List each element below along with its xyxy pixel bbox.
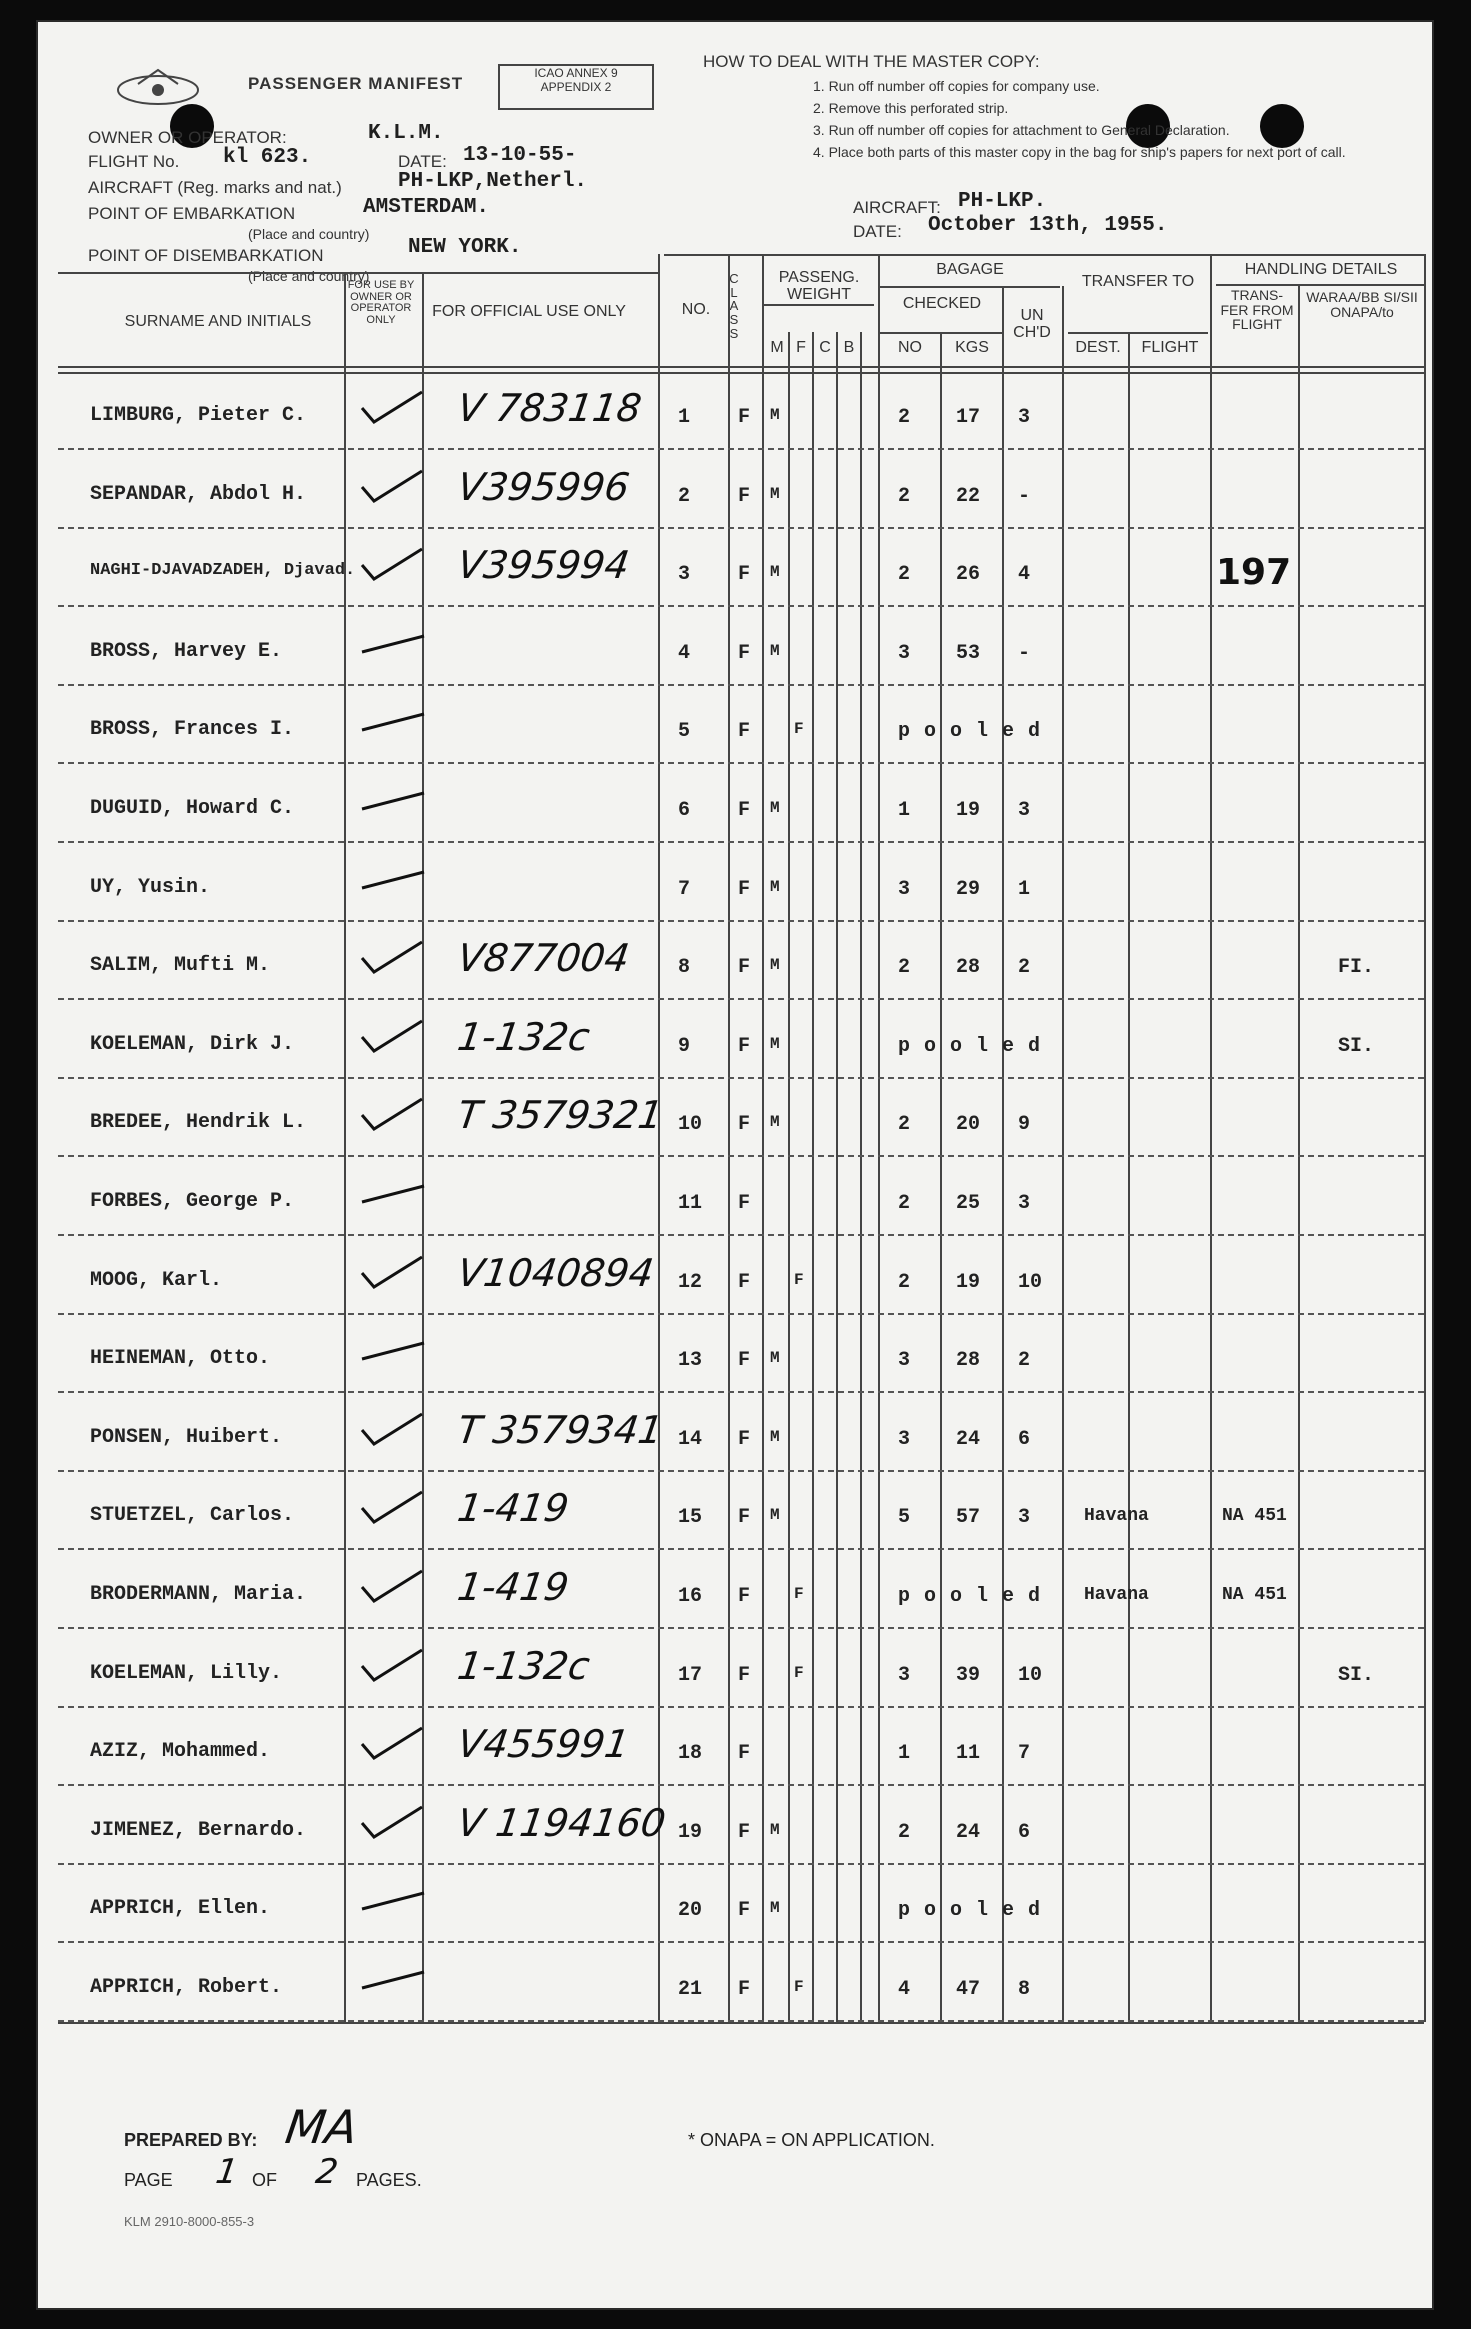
weight-mark: M: [770, 563, 780, 582]
bag-kgs: 28: [956, 956, 981, 980]
bag-count: 1: [898, 1742, 911, 1766]
col-official: FOR OFFICIAL USE ONLY: [432, 303, 626, 320]
row-divider: [58, 1077, 1424, 1079]
instruction-2: 2. Remove this perforated strip.: [813, 100, 1009, 116]
icao-line-1: ICAO ANNEX 9: [534, 66, 618, 80]
row-divider: [58, 1391, 1424, 1393]
class-value: F: [738, 484, 751, 508]
check-mark-icon: [358, 938, 428, 978]
official-use-note: V 783118: [454, 386, 645, 430]
row-divider: [58, 605, 1424, 607]
weight-mark: M: [770, 1427, 780, 1446]
passenger-name: HEINEMAN, Otto.: [90, 1347, 271, 1371]
table-row: [38, 1239, 1434, 1319]
passenger-number: 3: [678, 563, 691, 587]
bag-count: 2: [898, 1820, 911, 1844]
manifest-sheet: [36, 20, 1434, 2310]
bag-kgs: 39: [956, 1663, 981, 1687]
instruction-1: 1. Run off number off copies for company use.: [813, 78, 1100, 94]
row-divider: [58, 1941, 1424, 1943]
official-use-note: V395996: [454, 464, 633, 509]
bag-pooled: pooled: [898, 720, 1055, 744]
instruction-3: 3. Run off number off copies for attachment to General Declaration.: [813, 122, 1230, 138]
weight-mark: M: [770, 1820, 780, 1839]
table-row: [38, 1081, 1434, 1161]
col-f: F: [796, 339, 806, 356]
weight-mark: M: [770, 1899, 780, 1918]
bag-unchecked: 3: [1018, 799, 1031, 822]
table-row: [38, 924, 1434, 1004]
class-value: F: [738, 956, 751, 980]
table-row: [38, 1632, 1434, 1712]
page-number: 1: [213, 2152, 241, 2192]
bag-unchecked: 9: [1018, 1113, 1031, 1137]
row-divider: [58, 1155, 1424, 1157]
instructions-title: HOW TO DEAL WITH THE MASTER COPY:: [703, 52, 1040, 71]
disembark-label: POINT OF DISEMBARKATION: [88, 246, 324, 265]
onapa-note: * ONAPA = ON APPLICATION.: [688, 2130, 935, 2150]
check-mark-icon: [358, 1253, 428, 1293]
class-value: F: [738, 1113, 751, 1137]
aircraft-value: PH-LKP,Netherl.: [398, 170, 588, 193]
check-mark-icon: [358, 1567, 428, 1607]
class-value: F: [738, 1978, 751, 2001]
weight-mark: M: [770, 406, 780, 424]
class-value: F: [738, 1349, 751, 1373]
passenger-name: FORBES, George P.: [90, 1190, 295, 1213]
col-c: C: [819, 339, 831, 356]
col-m: M: [770, 339, 784, 356]
bag-kgs: 29: [956, 877, 981, 901]
passenger-number: 8: [678, 956, 691, 980]
class-value: F: [738, 406, 751, 429]
check-mark-icon: [358, 1881, 428, 1921]
passenger-number: 14: [678, 1427, 703, 1451]
table-row: [38, 1553, 1434, 1633]
check-mark-icon: [358, 467, 428, 507]
table-row: [38, 1317, 1434, 1397]
bag-unchecked: 2: [1018, 1349, 1031, 1373]
official-use-note: T 3579321: [454, 1093, 666, 1138]
official-use-note: V455991: [454, 1722, 633, 1767]
row-divider: [58, 1863, 1424, 1865]
col-unchd: UN CH'D: [1013, 307, 1051, 341]
row-divider: [58, 684, 1424, 686]
passenger-number: 11: [678, 1192, 703, 1215]
class-value: F: [738, 641, 751, 665]
passenger-name: DUGUID, Howard C.: [90, 797, 295, 820]
official-use-note: 1-419: [454, 1486, 572, 1531]
transfer-dest: Havana: [1084, 1506, 1149, 1527]
passenger-number: 17: [678, 1663, 703, 1687]
row-divider: [58, 841, 1424, 843]
class-value: F: [738, 1270, 751, 1294]
check-mark-icon: [358, 545, 428, 585]
flight-value: kl 623.: [223, 146, 312, 169]
col-no: NO.: [681, 301, 711, 318]
weight-mark: F: [794, 1270, 804, 1289]
passenger-name: BRODERMANN, Maria.: [90, 1583, 307, 1606]
weight-mark: M: [770, 956, 780, 975]
passenger-number: 21: [678, 1978, 703, 2001]
passenger-name: SEPANDAR, Abdol H.: [90, 482, 307, 506]
passenger-number: 2: [678, 484, 691, 508]
weight-mark: F: [794, 1978, 804, 1996]
passenger-number: 18: [678, 1742, 703, 1766]
col-owner-use: FOR USE BY OWNER OR OPERATOR ONLY: [347, 279, 415, 326]
table-row: [38, 1160, 1434, 1240]
class-value: F: [738, 1820, 751, 1844]
table-row: [38, 688, 1434, 768]
row-divider: [58, 2020, 1424, 2022]
check-mark-icon: [358, 624, 428, 664]
table-row: [38, 374, 1434, 454]
table-row: [38, 453, 1434, 533]
bag-count: 2: [898, 1192, 911, 1215]
passenger-name: MOOG, Karl.: [90, 1268, 223, 1292]
passenger-name: LIMBURG, Pieter C.: [90, 404, 307, 427]
check-mark-icon: [358, 1488, 428, 1528]
weight-mark: M: [770, 1113, 780, 1132]
bag-count: 3: [898, 641, 911, 665]
weight-mark: M: [770, 1506, 780, 1525]
handling-note: 197: [1216, 552, 1292, 593]
check-mark-icon: [358, 781, 428, 821]
weight-mark: F: [794, 1585, 804, 1603]
passenger-name: BROSS, Harvey E.: [90, 639, 283, 663]
official-use-note: V395994: [454, 543, 633, 588]
col-handling: HANDLING DETAILS: [1244, 261, 1398, 278]
class-value: F: [738, 1506, 751, 1530]
passenger-number: 7: [678, 877, 691, 901]
bag-kgs: 20: [956, 1113, 981, 1137]
bag-kgs: 57: [956, 1506, 981, 1530]
bag-kgs: 19: [956, 799, 981, 822]
check-mark-icon: [358, 1646, 428, 1686]
passenger-number: 9: [678, 1034, 691, 1058]
bag-kgs: 53: [956, 641, 981, 665]
table-row: [38, 1474, 1434, 1554]
check-mark-icon: [358, 388, 428, 428]
official-use-note: 1-132c: [454, 1014, 593, 1059]
col-surname: SURNAME AND INITIALS: [124, 313, 312, 330]
check-mark-icon: [358, 1174, 428, 1214]
passenger-name: APPRICH, Ellen.: [90, 1897, 271, 1921]
bag-count: 2: [898, 1113, 911, 1137]
table-row: [38, 1789, 1434, 1869]
class-value: F: [738, 1899, 751, 1923]
official-use-note: 1-132c: [454, 1643, 593, 1688]
class-value: F: [738, 1427, 751, 1451]
handling-detail: SI.: [1338, 1663, 1375, 1687]
date-label: DATE:: [398, 152, 447, 171]
prepared-by-label: PREPARED BY:: [124, 2130, 258, 2150]
passenger-name: NAGHI-DJAVADZADEH, Djavad.: [90, 561, 356, 581]
bag-pooled: pooled: [898, 1585, 1055, 1608]
weight-mark: M: [770, 641, 780, 660]
class-value: F: [738, 877, 751, 901]
icao-box: [498, 64, 654, 110]
check-mark-icon: [358, 1410, 428, 1450]
bag-count: 2: [898, 406, 911, 429]
check-mark-icon: [358, 1017, 428, 1057]
passenger-name: SALIM, Mufti M.: [90, 954, 271, 978]
icao-line-2: APPENDIX 2: [540, 80, 612, 94]
bag-kgs: 26: [956, 563, 981, 587]
passenger-name: KOELEMAN, Dirk J.: [90, 1032, 295, 1056]
class-value: F: [738, 563, 751, 587]
form-title: PASSENGER MANIFEST: [248, 74, 464, 93]
passenger-name: UY, Yusin.: [90, 875, 211, 899]
bag-count: 4: [898, 1978, 911, 2001]
row-divider: [58, 998, 1424, 1000]
passenger-name: BROSS, Frances I.: [90, 718, 295, 742]
aircraft-right-value: PH-LKP.: [958, 190, 1047, 213]
bag-count: 1: [898, 799, 911, 822]
passenger-name: KOELEMAN, Lilly.: [90, 1661, 283, 1685]
punch-hole: [1260, 104, 1304, 148]
bag-count: 5: [898, 1506, 911, 1530]
bag-kgs: 25: [956, 1192, 981, 1215]
prepared-by-initials: MA: [282, 2100, 361, 2154]
class-value: F: [738, 799, 751, 822]
transfer-from-flight: NA 451: [1222, 1585, 1287, 1605]
table-row: [38, 1396, 1434, 1476]
official-use-note: V877004: [454, 936, 633, 981]
class-value: F: [738, 1663, 751, 1687]
bag-kgs: 17: [956, 406, 981, 429]
bag-unchecked: 3: [1018, 1506, 1031, 1530]
place-note-1: (Place and country): [248, 226, 370, 242]
page-total: 2: [313, 2152, 341, 2192]
disembark-value: NEW YORK.: [408, 236, 522, 259]
row-divider: [58, 1627, 1424, 1629]
table-row: [38, 846, 1434, 926]
bag-kgs: 24: [956, 1820, 981, 1844]
table-row: [38, 1003, 1434, 1083]
col-trans-from: TRANS- FER FROM FLIGHT: [1220, 287, 1294, 333]
bag-kgs: 24: [956, 1427, 981, 1451]
weight-mark: M: [770, 1349, 780, 1368]
weight-mark: M: [770, 877, 780, 896]
owner-label: OWNER OR OPERATOR:: [88, 128, 287, 147]
bag-count: 3: [898, 877, 911, 901]
bag-kgs: 19: [956, 1270, 981, 1294]
table-row: [38, 1710, 1434, 1790]
bag-pooled: pooled: [898, 1034, 1055, 1058]
bag-kgs: 28: [956, 1349, 981, 1373]
row-divider: [58, 1706, 1424, 1708]
official-use-note: V1040894: [454, 1250, 657, 1295]
handling-detail: FI.: [1338, 956, 1375, 980]
check-mark-icon: [358, 1331, 428, 1371]
flight-label: FLIGHT No.: [88, 152, 180, 171]
passenger-number: 12: [678, 1270, 703, 1294]
col-class: CLASS: [729, 271, 739, 341]
passenger-name: JIMENEZ, Bernardo.: [90, 1818, 307, 1842]
bag-unchecked: 3: [1018, 406, 1031, 429]
col-bag-no: NO: [898, 339, 922, 356]
passenger-number: 15: [678, 1506, 703, 1530]
passenger-name: APPRICH, Robert.: [90, 1976, 283, 1999]
passenger-number: 5: [678, 720, 691, 744]
klm-logo-icon: [108, 62, 208, 112]
check-mark-icon: [358, 1724, 428, 1764]
date-value: 13-10-55-: [463, 144, 577, 167]
passenger-number: 20: [678, 1899, 703, 1923]
row-divider: [58, 1470, 1424, 1472]
bag-pooled: pooled: [898, 1899, 1055, 1923]
table-row: [38, 1867, 1434, 1947]
check-mark-icon: [358, 1803, 428, 1843]
bag-count: 2: [898, 484, 911, 508]
col-dest: DEST.: [1075, 339, 1121, 356]
bag-unchecked: 2: [1018, 956, 1031, 980]
col-flight: FLIGHT: [1141, 339, 1199, 356]
pages-label: PAGES.: [356, 2170, 422, 2190]
aircraft-right-label: AIRCRAFT:: [853, 198, 941, 217]
row-divider: [58, 1234, 1424, 1236]
bag-unchecked: 6: [1018, 1820, 1031, 1844]
weight-mark: M: [770, 1034, 780, 1053]
instruction-4: 4. Place both parts of this master copy in the bag for ship's papers for next port of call.: [813, 144, 1346, 160]
date-right-label: DATE:: [853, 222, 902, 241]
col-bagage: BAGAGE: [936, 261, 1004, 278]
bag-unchecked: 3: [1018, 1192, 1031, 1215]
bag-unchecked: 10: [1018, 1270, 1043, 1294]
check-mark-icon: [358, 1960, 428, 2000]
owner-value: K.L.M.: [368, 122, 444, 145]
transfer-from-flight: NA 451: [1222, 1506, 1287, 1527]
passenger-number: 10: [678, 1113, 703, 1137]
bag-count: 2: [898, 1270, 911, 1294]
bag-unchecked: 4: [1018, 563, 1031, 587]
col-waraa: WARAA/BB SI/SII ONAPA/to: [1306, 289, 1418, 320]
page-label: PAGE: [124, 2170, 173, 2190]
bag-kgs: 47: [956, 1978, 981, 2001]
col-b: B: [843, 339, 855, 356]
passenger-name: STUETZEL, Carlos.: [90, 1504, 295, 1528]
weight-mark: M: [770, 799, 780, 817]
official-use-note: T 3579341: [454, 1407, 666, 1452]
row-divider: [58, 1784, 1424, 1786]
bag-unchecked: -: [1018, 484, 1031, 508]
table-row: [38, 1946, 1434, 2026]
official-use-note: 1-419: [454, 1565, 572, 1609]
bag-kgs: 22: [956, 484, 981, 508]
bag-unchecked: 6: [1018, 1427, 1031, 1451]
passenger-name: PONSEN, Huibert.: [90, 1425, 283, 1449]
check-mark-icon: [358, 1095, 428, 1135]
class-value: F: [738, 1034, 751, 1058]
class-value: F: [738, 1742, 751, 1766]
table-row: [38, 610, 1434, 690]
passenger-number: 1: [678, 406, 691, 429]
bag-unchecked: 8: [1018, 1978, 1031, 2001]
col-transfer-to: TRANSFER TO: [1081, 273, 1195, 290]
bag-count: 3: [898, 1349, 911, 1373]
bag-kgs: 11: [956, 1742, 981, 1766]
bag-unchecked: -: [1018, 641, 1031, 665]
passenger-number: 13: [678, 1349, 703, 1373]
col-passeng-weight: PASSENG. WEIGHT: [778, 269, 860, 303]
date-right-value: October 13th, 1955.: [928, 214, 1168, 237]
bag-count: 3: [898, 1663, 911, 1687]
weight-mark: M: [770, 484, 780, 503]
row-divider: [58, 527, 1424, 529]
class-value: F: [738, 1192, 751, 1215]
row-divider: [58, 1548, 1424, 1550]
weight-mark: F: [794, 720, 804, 739]
class-value: F: [738, 1585, 751, 1608]
of-label: OF: [252, 2170, 277, 2190]
bag-count: 2: [898, 956, 911, 980]
bag-count: 2: [898, 563, 911, 587]
row-divider: [58, 448, 1424, 450]
form-code: KLM 2910-8000-855-3: [124, 2214, 255, 2229]
embark-value: AMSTERDAM.: [363, 196, 490, 219]
transfer-dest: Havana: [1084, 1585, 1149, 1605]
aircraft-label: AIRCRAFT (Reg. marks and nat.): [88, 178, 342, 197]
passenger-name: AZIZ, Mohammed.: [90, 1740, 271, 1764]
embark-label: POINT OF EMBARKATION: [88, 204, 296, 223]
col-kgs: KGS: [955, 339, 989, 356]
row-divider: [58, 1313, 1424, 1315]
check-mark-icon: [358, 860, 428, 900]
col-checked: CHECKED: [902, 295, 982, 312]
class-value: F: [738, 720, 751, 744]
official-use-note: V 1194160: [454, 1800, 669, 1845]
passenger-number: 6: [678, 799, 691, 822]
row-divider: [58, 762, 1424, 764]
table-row: [38, 767, 1434, 847]
bag-unchecked: 10: [1018, 1663, 1043, 1687]
passenger-number: 19: [678, 1820, 703, 1844]
passenger-number: 16: [678, 1585, 703, 1608]
bag-unchecked: 7: [1018, 1742, 1031, 1766]
row-divider: [58, 920, 1424, 922]
passenger-number: 4: [678, 641, 691, 665]
bag-unchecked: 1: [1018, 877, 1031, 901]
check-mark-icon: [358, 702, 428, 742]
passenger-name: BREDEE, Hendrik L.: [90, 1111, 307, 1135]
handling-detail: SI.: [1338, 1034, 1375, 1058]
weight-mark: F: [794, 1663, 804, 1682]
place-note-2: (Place and country): [248, 268, 370, 284]
bag-count: 3: [898, 1427, 911, 1451]
